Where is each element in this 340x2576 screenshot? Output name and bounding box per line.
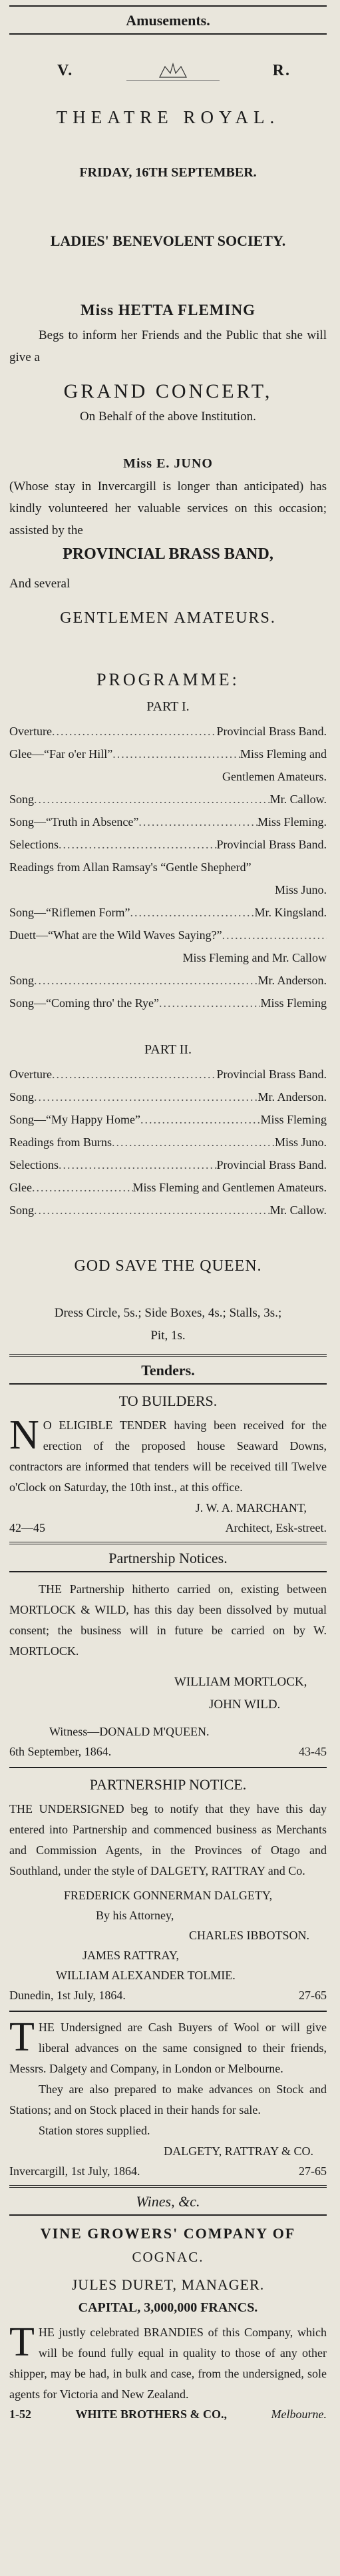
leader-dots bbox=[112, 743, 240, 765]
notice-attorney: By his Attorney, bbox=[96, 1909, 174, 1922]
part-one-title: PART I. bbox=[146, 699, 190, 714]
programme-item-title: Song bbox=[9, 1090, 35, 1104]
programme-item bbox=[9, 788, 327, 810]
programme-item-performer: Miss Juno. bbox=[274, 1135, 327, 1149]
programme-item bbox=[9, 1176, 327, 1199]
programme-item-performer: Miss Fleming. bbox=[257, 815, 327, 828]
programme-item-performer: Miss Juno. bbox=[274, 883, 327, 896]
programme-item-performer: Provincial Brass Band. bbox=[216, 725, 327, 738]
leader-dots bbox=[34, 1199, 270, 1221]
partnership-heading: Partnership Notices. bbox=[108, 1550, 228, 1566]
programme-item bbox=[9, 1131, 327, 1153]
programme-item-title: Song—“Truth in Absence” bbox=[9, 815, 139, 828]
notice-signer-2: JAMES RATTRAY, bbox=[83, 1949, 180, 1962]
leader-dots bbox=[138, 810, 257, 833]
wool-notice bbox=[9, 2017, 327, 2079]
programme-item bbox=[9, 833, 327, 856]
programme-item-title: Duett—“What are the Wild Waves Saying?” bbox=[9, 928, 222, 942]
programme-item-continuation: Gentlemen Amateurs. bbox=[222, 770, 327, 783]
programme-item-performer: Mr. Kingsland. bbox=[254, 906, 327, 919]
programme-item bbox=[9, 1199, 327, 1221]
performer-fleming: Miss HETTA FLEMING bbox=[81, 302, 255, 318]
wool-body: HE Undersigned are Cash Buyers of Wool or will give liberal advances on the same consigned to their friends, Messrs. Dalgety and Company, in London or Melbourne. bbox=[9, 2021, 327, 2075]
crest-icon bbox=[126, 61, 220, 81]
programme-item bbox=[9, 743, 327, 765]
builders-title: TO BUILDERS. bbox=[118, 1393, 218, 1409]
wines-rule bbox=[9, 2214, 327, 2216]
tenders-rule bbox=[9, 1383, 327, 1385]
programme-title: PROGRAMME: bbox=[96, 670, 240, 689]
intro-text: Begs to inform her Friends and the Public that she will give a bbox=[9, 328, 327, 364]
performer-juno: Miss E. JUNO bbox=[123, 456, 213, 471]
brandy-signer: WHITE BROTHERS & CO., bbox=[75, 2408, 228, 2421]
brandy-ref: 1-52 bbox=[9, 2408, 31, 2421]
leader-dots bbox=[34, 788, 270, 810]
programme-item bbox=[9, 1086, 327, 1108]
programme-item bbox=[9, 856, 327, 901]
programme-item-performer: Miss Fleming and bbox=[240, 747, 327, 761]
crest-letter-r: R. bbox=[272, 62, 291, 79]
programme-item-performer: Mr. Anderson. bbox=[257, 1090, 327, 1104]
tender-ref: 42—45 bbox=[9, 1521, 45, 1534]
part-one-list bbox=[9, 720, 327, 1014]
leader-dots bbox=[222, 924, 327, 946]
leader-dots bbox=[159, 992, 260, 1014]
crown-icon bbox=[126, 61, 220, 80]
programme-item bbox=[9, 810, 327, 833]
programme-item-performer: Mr. Callow. bbox=[269, 793, 327, 806]
brass-band-title: PROVINCIAL BRASS BAND, bbox=[63, 545, 273, 563]
programme-item-title: Song—“Riflemen Form” bbox=[9, 906, 130, 919]
programme-item-title: Glee—“Far o'er Hill” bbox=[9, 747, 113, 761]
wool-ref: 27-65 bbox=[299, 2164, 327, 2178]
and-several: And several bbox=[9, 577, 71, 591]
programme-item-title: Selections bbox=[9, 1158, 59, 1171]
leader-dots bbox=[32, 1176, 133, 1199]
programme-item-performer: Mr. Callow. bbox=[269, 1203, 327, 1217]
anthem-line: GOD SAVE THE QUEEN. bbox=[74, 1257, 262, 1275]
programme-item-title: Song bbox=[9, 793, 35, 806]
capital-line: CAPITAL, 3,000,000 FRANCS. bbox=[78, 2300, 258, 2315]
grand-concert-title: GRAND CONCERT, bbox=[63, 380, 273, 402]
programme-item-title: Song—“My Happy Home” bbox=[9, 1113, 140, 1126]
programme-item-title: Readings from Allan Ramsay's “Gentle Shepherd” bbox=[9, 860, 252, 874]
performance-date: FRIDAY, 16TH SEPTEMBER. bbox=[79, 165, 257, 180]
part-two-list bbox=[9, 1063, 327, 1221]
tender-body: O ELIGIBLE TENDER having been received for the erection of the proposed house Seaward Downs, contractors are informed that tenders will be received till Twelve o'Clock on Saturday, the 10th inst., at this office. bbox=[9, 1419, 327, 1494]
notice-ibbotson: CHARLES IBBOTSON. bbox=[189, 1929, 310, 1942]
leader-dots bbox=[59, 1153, 217, 1176]
amusements-heading: Amusements. bbox=[126, 12, 210, 29]
brandy-body: HE justly celebrated BRANDIES of this Company, which will be found fully equal in quality to those of any other shipper, may be had, in bulk and case, from the undersigned, sole agents for Victoria and New Zealand. bbox=[9, 2326, 327, 2401]
brandy-footer bbox=[9, 2405, 327, 2423]
brandy-dropcap: T bbox=[9, 2320, 35, 2365]
tender-role: Architect, Esk-street. bbox=[225, 1521, 327, 1534]
programme-item bbox=[9, 720, 327, 743]
leader-dots bbox=[112, 1131, 275, 1153]
notice-signer-1: FREDERICK GONNERMAN DALGETY, bbox=[63, 1889, 273, 1902]
wool-footer bbox=[9, 2161, 327, 2181]
cognac-title: COGNAC. bbox=[132, 2249, 204, 2265]
notice-rule bbox=[9, 1767, 327, 1768]
royal-crest-line bbox=[9, 61, 327, 81]
wines-heading: Wines, &c. bbox=[136, 2193, 200, 2210]
programme-item-title: Glee bbox=[9, 1181, 32, 1194]
tender-footer bbox=[9, 1518, 327, 1538]
society-name: LADIES' BENEVOLENT SOCIETY. bbox=[50, 232, 286, 249]
dissolution-text: THE Partnership hitherto carried on, existing between MORTLOCK & WILD, has this day been dissolved by mutual consent; the business will in future be carried on by W. MORTLOCK. bbox=[9, 1582, 327, 1658]
amusements-rule bbox=[9, 33, 327, 35]
dissolution-witness: Witness—DONALD M'QUEEN. bbox=[49, 1725, 210, 1738]
behalf-text: On Behalf of the above Institution. bbox=[80, 410, 256, 424]
wool-signer: DALGETY, RATTRAY & CO. bbox=[164, 2144, 313, 2158]
wool-dropcap: T bbox=[9, 2015, 35, 2060]
leader-dots bbox=[52, 1063, 217, 1086]
juno-text: (Whose stay in Invercargill is longer than anticipated) has kindly volunteered her valuable services on this occasion; assisted by the bbox=[9, 480, 327, 537]
programme-item-performer: Provincial Brass Band. bbox=[216, 1068, 327, 1081]
programme-item-performer: Miss Fleming bbox=[260, 1113, 327, 1126]
programme-item bbox=[9, 1108, 327, 1131]
dissolution-footer bbox=[9, 1742, 327, 1762]
prices-line-2: Pit, 1s. bbox=[150, 1329, 186, 1343]
leader-dots bbox=[34, 969, 257, 992]
programme-item bbox=[9, 924, 327, 946]
part-two-title: PART II. bbox=[144, 1042, 192, 1057]
notice-text: THE UNDERSIGNED beg to notify that they have this day entered into Partnership and commenced business as Merchants and Commission Agents, in the Provinces of Otago and Southland, under the style of DALGETY, RATTRAY and Co. bbox=[9, 1802, 327, 1877]
tender-dropcap: N bbox=[9, 1413, 39, 1458]
programme-item bbox=[9, 1153, 327, 1176]
brandy-notice bbox=[9, 2322, 327, 2405]
notice-ref: 27-65 bbox=[299, 1989, 327, 2002]
programme-item bbox=[9, 1063, 327, 1086]
tender-notice bbox=[9, 1415, 327, 1498]
programme-item-title: Song bbox=[9, 1203, 35, 1217]
notice-title: PARTNERSHIP NOTICE. bbox=[89, 1776, 247, 1793]
programme-item bbox=[9, 992, 327, 1014]
tender-signer: J. W. A. MARCHANT, bbox=[195, 1501, 307, 1514]
notice-signer-3: WILLIAM ALEXANDER TOLMIE. bbox=[56, 1969, 236, 1982]
leader-dots bbox=[52, 720, 217, 743]
vine-growers-title: VINE GROWERS' COMPANY OF bbox=[40, 2225, 296, 2242]
programme-item-performer: Provincial Brass Band. bbox=[216, 1158, 327, 1171]
brandy-city: Melbourne. bbox=[271, 2408, 327, 2421]
programme-item-performer: Miss Fleming bbox=[260, 996, 327, 1010]
programme-item-title: Overture bbox=[9, 1068, 52, 1081]
wool-body-2: They are also prepared to make advances on Stock and Stations; and on Stock placed in their hands for sale. bbox=[9, 2083, 327, 2116]
programme-item-performer: Miss Fleming and Gentlemen Amateurs. bbox=[132, 1181, 327, 1194]
partnership-rule bbox=[9, 1571, 327, 1572]
programme-item-title: Song—“Coming thro' the Rye” bbox=[9, 996, 159, 1010]
leader-dots bbox=[34, 1086, 257, 1108]
wool-date: Invercargill, 1st July, 1864. bbox=[9, 2164, 140, 2178]
programme-item-performer: Provincial Brass Band. bbox=[216, 838, 327, 851]
programme-item-performer: Mr. Anderson. bbox=[257, 974, 327, 987]
dissolution-signer-1: WILLIAM MORTLOCK, bbox=[174, 1675, 307, 1689]
programme-item-continuation: Miss Fleming and Mr. Callow bbox=[182, 951, 327, 964]
programme-item bbox=[9, 901, 327, 924]
dissolution-ref: 43-45 bbox=[299, 1745, 327, 1758]
programme-item-title: Song bbox=[9, 974, 35, 987]
programme-item bbox=[9, 969, 327, 992]
tenders-heading: Tenders. bbox=[141, 1362, 195, 1379]
programme-item-title: Selections bbox=[9, 838, 59, 851]
wool-rule bbox=[9, 2011, 327, 2012]
leader-dots bbox=[130, 901, 254, 924]
dissolution-date: 6th September, 1864. bbox=[9, 1745, 112, 1758]
leader-dots bbox=[59, 833, 217, 856]
wool-body-3: Station stores supplied. bbox=[39, 2124, 150, 2137]
manager-line: JULES DURET, MANAGER. bbox=[71, 2276, 265, 2293]
gentlemen-amateurs: GENTLEMEN AMATEURS. bbox=[60, 609, 276, 627]
theatre-title: THEATRE ROYAL. bbox=[56, 107, 280, 127]
notice-date: Dunedin, 1st July, 1864. bbox=[9, 1989, 126, 2002]
crest-letter-v: V. bbox=[57, 62, 74, 79]
programme-item-title: Readings from Burns bbox=[9, 1135, 112, 1149]
notice-footer bbox=[9, 1985, 327, 2005]
leader-dots bbox=[140, 1108, 260, 1131]
programme-item-title: Overture bbox=[9, 725, 52, 738]
admission-prices bbox=[9, 1302, 327, 1347]
prices-line-1: Dress Circle, 5s.; Side Boxes, 4s.; Stalls, 3s.; bbox=[54, 1306, 282, 1320]
dissolution-signer-2: JOHN WILD. bbox=[209, 1698, 281, 1712]
